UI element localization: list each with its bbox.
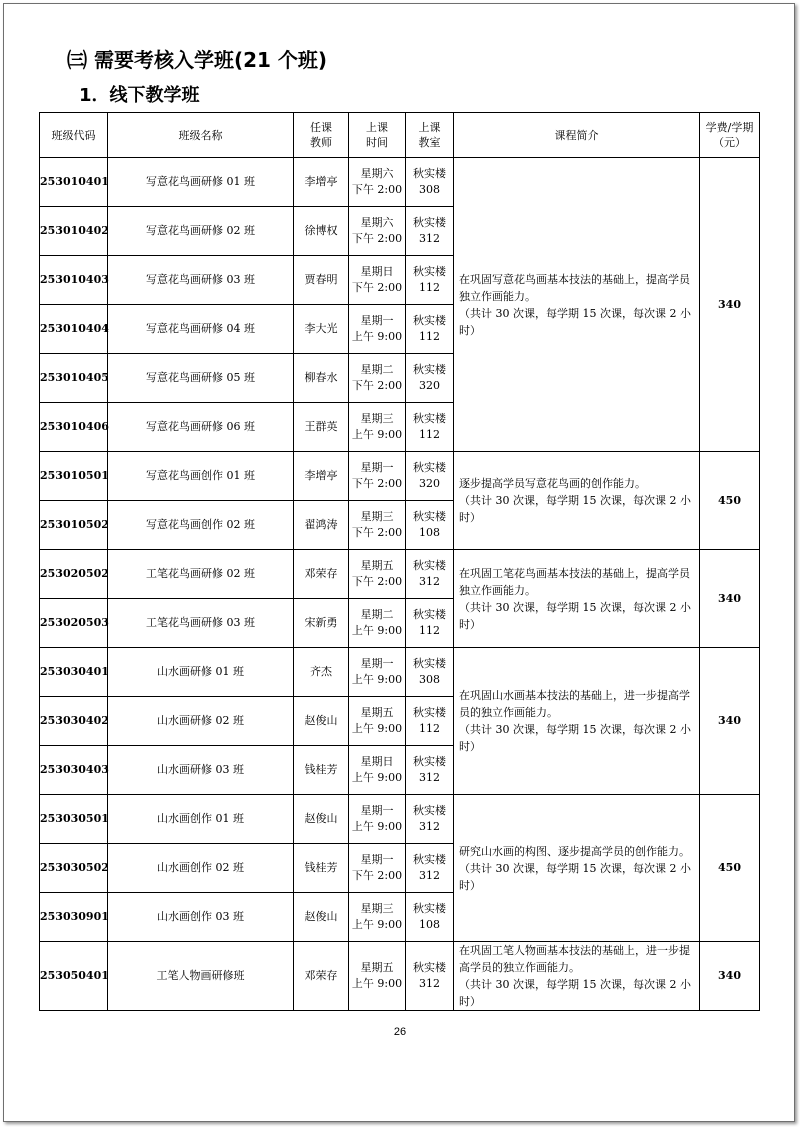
teacher-name: 赵俊山 bbox=[294, 697, 349, 746]
tuition-fee: 340 bbox=[700, 648, 760, 795]
classroom: 秋实楼 112 bbox=[406, 697, 454, 746]
class-name: 工笔花鸟画研修 02 班 bbox=[108, 550, 294, 599]
class-code: 253010501 bbox=[40, 452, 108, 501]
course-description: 在巩固写意花鸟画基本技法的基础上，提高学员独立作画能力。 （共计 30 次课，每学期 15 次课，每次课 2 小时） bbox=[454, 158, 700, 452]
tuition-fee: 450 bbox=[700, 452, 760, 550]
subsection-heading: 1．线下教学班 bbox=[79, 85, 200, 106]
header-name: 班级名称 bbox=[108, 113, 294, 158]
class-time: 星期六 下午 2:00 bbox=[349, 207, 406, 256]
classroom: 秋实楼 108 bbox=[406, 501, 454, 550]
course-description: 研究山水画的构图、逐步提高学员的创作能力。 （共计 30 次课，每学期 15 次课，每次课 2 小时） bbox=[454, 795, 700, 942]
table-row bbox=[40, 452, 760, 501]
class-time: 星期一 上午 9:00 bbox=[349, 795, 406, 844]
header-room: 上课 教室 bbox=[406, 113, 454, 158]
teacher-name: 赵俊山 bbox=[294, 893, 349, 942]
class-code: 253030403 bbox=[40, 746, 108, 795]
class-code: 253010406 bbox=[40, 403, 108, 452]
teacher-name: 赵俊山 bbox=[294, 795, 349, 844]
classroom: 秋实楼 112 bbox=[406, 403, 454, 452]
classroom: 秋实楼 312 bbox=[406, 795, 454, 844]
classroom: 秋实楼 112 bbox=[406, 256, 454, 305]
course-description: 在巩固工笔花鸟画基本技法的基础上，提高学员独立作画能力。 （共计 30 次课，每学期 15 次课，每次课 2 小时） bbox=[454, 550, 700, 648]
classroom: 秋实楼 308 bbox=[406, 158, 454, 207]
teacher-name: 李增亭 bbox=[294, 452, 349, 501]
course-description: 在巩固工笔人物画基本技法的基础上，进一步提高学员的独立作画能力。 （共计 30 次课，每学期 15 次课，每次课 2 小时） bbox=[454, 942, 700, 1011]
class-name: 写意花鸟画研修 02 班 bbox=[108, 207, 294, 256]
class-time: 星期一 上午 9:00 bbox=[349, 648, 406, 697]
classroom: 秋实楼 320 bbox=[406, 354, 454, 403]
class-name: 山水画创作 03 班 bbox=[108, 893, 294, 942]
class-name: 山水画研修 02 班 bbox=[108, 697, 294, 746]
course-description: 在巩固山水画基本技法的基础上，进一步提高学员的独立作画能力。 （共计 30 次课，每学期 15 次课，每次课 2 小时） bbox=[454, 648, 700, 795]
header-desc: 课程简介 bbox=[454, 113, 700, 158]
teacher-name: 宋新勇 bbox=[294, 599, 349, 648]
class-time: 星期日 下午 2:00 bbox=[349, 256, 406, 305]
classroom: 秋实楼 312 bbox=[406, 746, 454, 795]
class-time: 星期一 下午 2:00 bbox=[349, 844, 406, 893]
class-schedule-table bbox=[39, 112, 760, 1011]
teacher-name: 齐杰 bbox=[294, 648, 349, 697]
class-code: 253030502 bbox=[40, 844, 108, 893]
class-time: 星期二 上午 9:00 bbox=[349, 599, 406, 648]
class-name: 山水画创作 01 班 bbox=[108, 795, 294, 844]
class-time: 星期一 下午 2:00 bbox=[349, 452, 406, 501]
tuition-fee: 340 bbox=[700, 550, 760, 648]
class-code: 253010403 bbox=[40, 256, 108, 305]
class-time: 星期五 上午 9:00 bbox=[349, 697, 406, 746]
section-heading: ㈢ 需要考核入学班(21 个班) bbox=[67, 48, 328, 72]
table-row bbox=[40, 795, 760, 844]
class-time: 星期三 上午 9:00 bbox=[349, 893, 406, 942]
tuition-fee: 450 bbox=[700, 795, 760, 942]
classroom: 秋实楼 108 bbox=[406, 893, 454, 942]
class-name: 写意花鸟画研修 04 班 bbox=[108, 305, 294, 354]
class-code: 253030402 bbox=[40, 697, 108, 746]
teacher-name: 贾春明 bbox=[294, 256, 349, 305]
class-name: 山水画研修 03 班 bbox=[108, 746, 294, 795]
class-time: 星期五 下午 2:00 bbox=[349, 550, 406, 599]
teacher-name: 徐博权 bbox=[294, 207, 349, 256]
class-code: 253010404 bbox=[40, 305, 108, 354]
class-time: 星期五 上午 9:00 bbox=[349, 942, 406, 1011]
header-fee: 学费/学期 （元） bbox=[700, 113, 760, 158]
class-code: 253030901 bbox=[40, 893, 108, 942]
class-code: 253020502 bbox=[40, 550, 108, 599]
tuition-fee: 340 bbox=[700, 158, 760, 452]
teacher-name: 翟鸿涛 bbox=[294, 501, 349, 550]
teacher-name: 李增亭 bbox=[294, 158, 349, 207]
teacher-name: 钱桂芳 bbox=[294, 746, 349, 795]
class-name: 工笔花鸟画研修 03 班 bbox=[108, 599, 294, 648]
classroom: 秋实楼 308 bbox=[406, 648, 454, 697]
classroom: 秋实楼 312 bbox=[406, 207, 454, 256]
class-name: 写意花鸟画研修 06 班 bbox=[108, 403, 294, 452]
classroom: 秋实楼 312 bbox=[406, 550, 454, 599]
header-code: 班级代码 bbox=[40, 113, 108, 158]
table-row bbox=[40, 648, 760, 697]
class-code: 253020503 bbox=[40, 599, 108, 648]
class-name: 写意花鸟画创作 02 班 bbox=[108, 501, 294, 550]
class-name: 工笔人物画研修班 bbox=[108, 942, 294, 1011]
page-number: 26 bbox=[393, 1026, 407, 1038]
teacher-name: 邓荣存 bbox=[294, 942, 349, 1011]
class-time: 星期日 上午 9:00 bbox=[349, 746, 406, 795]
teacher-name: 钱桂芳 bbox=[294, 844, 349, 893]
class-name: 写意花鸟画研修 03 班 bbox=[108, 256, 294, 305]
class-code: 253010502 bbox=[40, 501, 108, 550]
table-header-row bbox=[40, 113, 760, 158]
class-time: 星期六 下午 2:00 bbox=[349, 158, 406, 207]
class-code: 253010402 bbox=[40, 207, 108, 256]
class-name: 写意花鸟画研修 01 班 bbox=[108, 158, 294, 207]
classroom: 秋实楼 312 bbox=[406, 942, 454, 1011]
table-row bbox=[40, 550, 760, 599]
class-code: 253030501 bbox=[40, 795, 108, 844]
classroom: 秋实楼 112 bbox=[406, 305, 454, 354]
classroom: 秋实楼 112 bbox=[406, 599, 454, 648]
class-code: 253010401 bbox=[40, 158, 108, 207]
class-name: 写意花鸟画研修 05 班 bbox=[108, 354, 294, 403]
teacher-name: 邓荣存 bbox=[294, 550, 349, 599]
class-code: 253030401 bbox=[40, 648, 108, 697]
class-time: 星期三 上午 9:00 bbox=[349, 403, 406, 452]
class-time: 星期三 下午 2:00 bbox=[349, 501, 406, 550]
course-description: 逐步提高学员写意花鸟画的创作能力。 （共计 30 次课，每学期 15 次课，每次课 2 小时） bbox=[454, 452, 700, 550]
class-name: 写意花鸟画创作 01 班 bbox=[108, 452, 294, 501]
class-time: 星期二 下午 2:00 bbox=[349, 354, 406, 403]
teacher-name: 柳春水 bbox=[294, 354, 349, 403]
class-code: 253010405 bbox=[40, 354, 108, 403]
teacher-name: 王群英 bbox=[294, 403, 349, 452]
table-row bbox=[40, 942, 760, 1011]
class-name: 山水画创作 02 班 bbox=[108, 844, 294, 893]
header-teacher: 任课 教师 bbox=[294, 113, 349, 158]
class-time: 星期一 上午 9:00 bbox=[349, 305, 406, 354]
header-time: 上课 时间 bbox=[349, 113, 406, 158]
teacher-name: 李大光 bbox=[294, 305, 349, 354]
tuition-fee: 340 bbox=[700, 942, 760, 1011]
table-row bbox=[40, 158, 760, 207]
class-code: 253050401 bbox=[40, 942, 108, 1011]
classroom: 秋实楼 312 bbox=[406, 844, 454, 893]
class-name: 山水画研修 01 班 bbox=[108, 648, 294, 697]
classroom: 秋实楼 320 bbox=[406, 452, 454, 501]
